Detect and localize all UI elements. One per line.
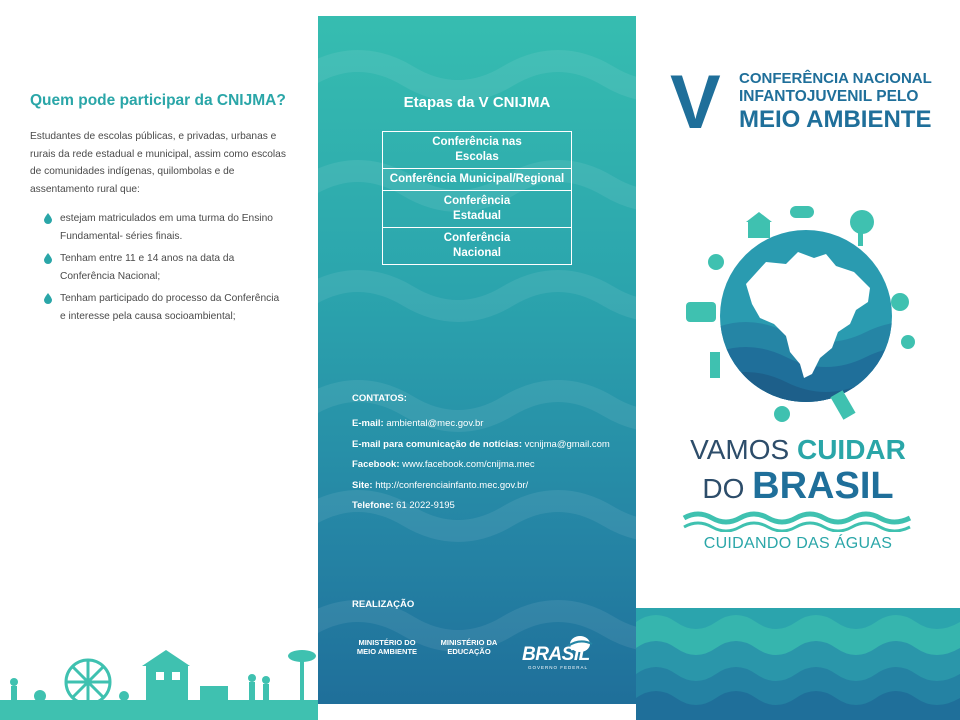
- contact-email: [352, 418, 622, 429]
- ferris-wheel-icon: [66, 660, 110, 704]
- contact-news-email: [352, 439, 622, 450]
- conference-title-line: CONFERÊNCIA NACIONAL: [739, 70, 932, 87]
- stage-cell: [383, 191, 572, 228]
- mec-logo-line: EDUCAÇÃO: [447, 647, 491, 656]
- slogan-text: VAMOS: [690, 434, 797, 465]
- stages-heading: Etapas da V CNIJMA: [403, 94, 551, 111]
- people-silhouettes-icon: [10, 674, 270, 702]
- contact-phone: [352, 500, 622, 511]
- contact-label: Facebook:: [352, 459, 400, 470]
- left-panel: [0, 0, 318, 720]
- roman-numeral: V: [670, 60, 721, 145]
- participation-intro: Estudantes de escolas públicas, e privadas, urbanas e rurais da rede estadual e municipal, assim como escolas de comunidades indígenas, quilombolas e de assentamento rural que:: [30, 131, 286, 195]
- palm-tree-icon: [288, 650, 316, 702]
- brasil-wordmark: BRASIL: [522, 644, 590, 665]
- conference-title-line: MEIO AMBIENTE: [739, 106, 932, 133]
- ocean-waves-illustration: [636, 608, 960, 720]
- stage-cell: [383, 169, 572, 191]
- subtitle-cuidando: CUIDANDO DAS ÁGUAS: [703, 535, 893, 552]
- criteria-text: estejam matriculados em uma turma do Ensino Fundamental- séries finais.: [60, 213, 273, 242]
- site-link[interactable]: http://conferenciainfanto.mec.gov.br/: [375, 479, 529, 491]
- mma-logo-line: MEIO AMBIENTE: [356, 647, 418, 656]
- governo-federal-logo: [518, 634, 618, 674]
- slogan-text: DO: [702, 473, 753, 504]
- contact-label: Telefone:: [352, 500, 394, 511]
- right-panel: [636, 0, 960, 720]
- criteria-text: Tenham participado do processo da Conferência e interesse pela causa socioambiental;: [60, 293, 280, 322]
- slogan-highlight: BRASIL: [752, 465, 894, 507]
- water-drop-icon: [44, 253, 52, 264]
- conference-title-line: INFANTOJUVENIL PELO: [739, 88, 919, 105]
- list-item: [44, 250, 284, 285]
- list-item: [44, 210, 284, 245]
- realizacao-label: REALIZAÇÃO: [352, 599, 415, 610]
- stage-label: Conferência Municipal/Regional: [389, 173, 565, 185]
- stage-cell: [383, 228, 572, 265]
- middle-panel: [318, 16, 636, 704]
- news-email-link[interactable]: vcnijma@gmail.com: [524, 438, 610, 450]
- contacts-block: [352, 393, 622, 521]
- contact-label: Site:: [352, 479, 373, 491]
- contacts-title: CONTATOS:: [352, 393, 407, 404]
- slogan-line-1: [636, 432, 960, 468]
- slogan-highlight: CUIDAR: [796, 434, 906, 465]
- governo-federal-text: GOVERNO FEDERAL: [528, 665, 589, 670]
- contact-site: [352, 480, 622, 491]
- mma-logo-line: MINISTÉRIO DO: [358, 638, 416, 647]
- water-drop-icon: [44, 293, 52, 304]
- water-drop-icon: [44, 213, 52, 224]
- contact-facebook: [352, 459, 622, 470]
- facebook-link[interactable]: www.facebook.com/cnijma.mec: [402, 459, 535, 470]
- mma-logo: [352, 638, 422, 656]
- brazil-globe-illustration: [686, 192, 926, 428]
- mec-logo-line: MINISTÉRIO DA: [440, 638, 498, 647]
- table-row: [383, 191, 572, 228]
- email-link[interactable]: ambiental@mec.gov.br: [386, 418, 484, 429]
- stage-label: Conferência Estadual: [443, 195, 511, 222]
- wave-divider-icon: [682, 510, 912, 532]
- list-item: [44, 290, 284, 325]
- landscape-silhouette-illustration: [0, 620, 318, 720]
- table-row: [383, 169, 572, 191]
- table-row: [383, 132, 572, 169]
- slogan-line-2: [636, 465, 960, 507]
- phone-value: 61 2022-9195: [396, 500, 455, 511]
- house-icon: [142, 650, 190, 702]
- stage-cell: [383, 132, 572, 169]
- table-row: [383, 228, 572, 265]
- stage-label: Conferência Nacional: [443, 232, 511, 259]
- criteria-list: [44, 210, 284, 330]
- stages-table: [382, 131, 572, 265]
- mec-logo: [434, 638, 504, 656]
- criteria-text: Tenham entre 11 e 14 anos na data da Conferência Nacional;: [60, 253, 235, 282]
- conference-title: [739, 70, 949, 133]
- participation-heading: Quem pode participar da CNIJMA?: [30, 92, 286, 109]
- contact-label: E-mail:: [352, 418, 384, 429]
- sponsor-logos: [352, 634, 622, 678]
- stage-label: Conferência nas Escolas: [432, 136, 522, 163]
- slogan: [636, 432, 960, 507]
- contact-label: E-mail para comunicação de notícias:: [352, 438, 522, 450]
